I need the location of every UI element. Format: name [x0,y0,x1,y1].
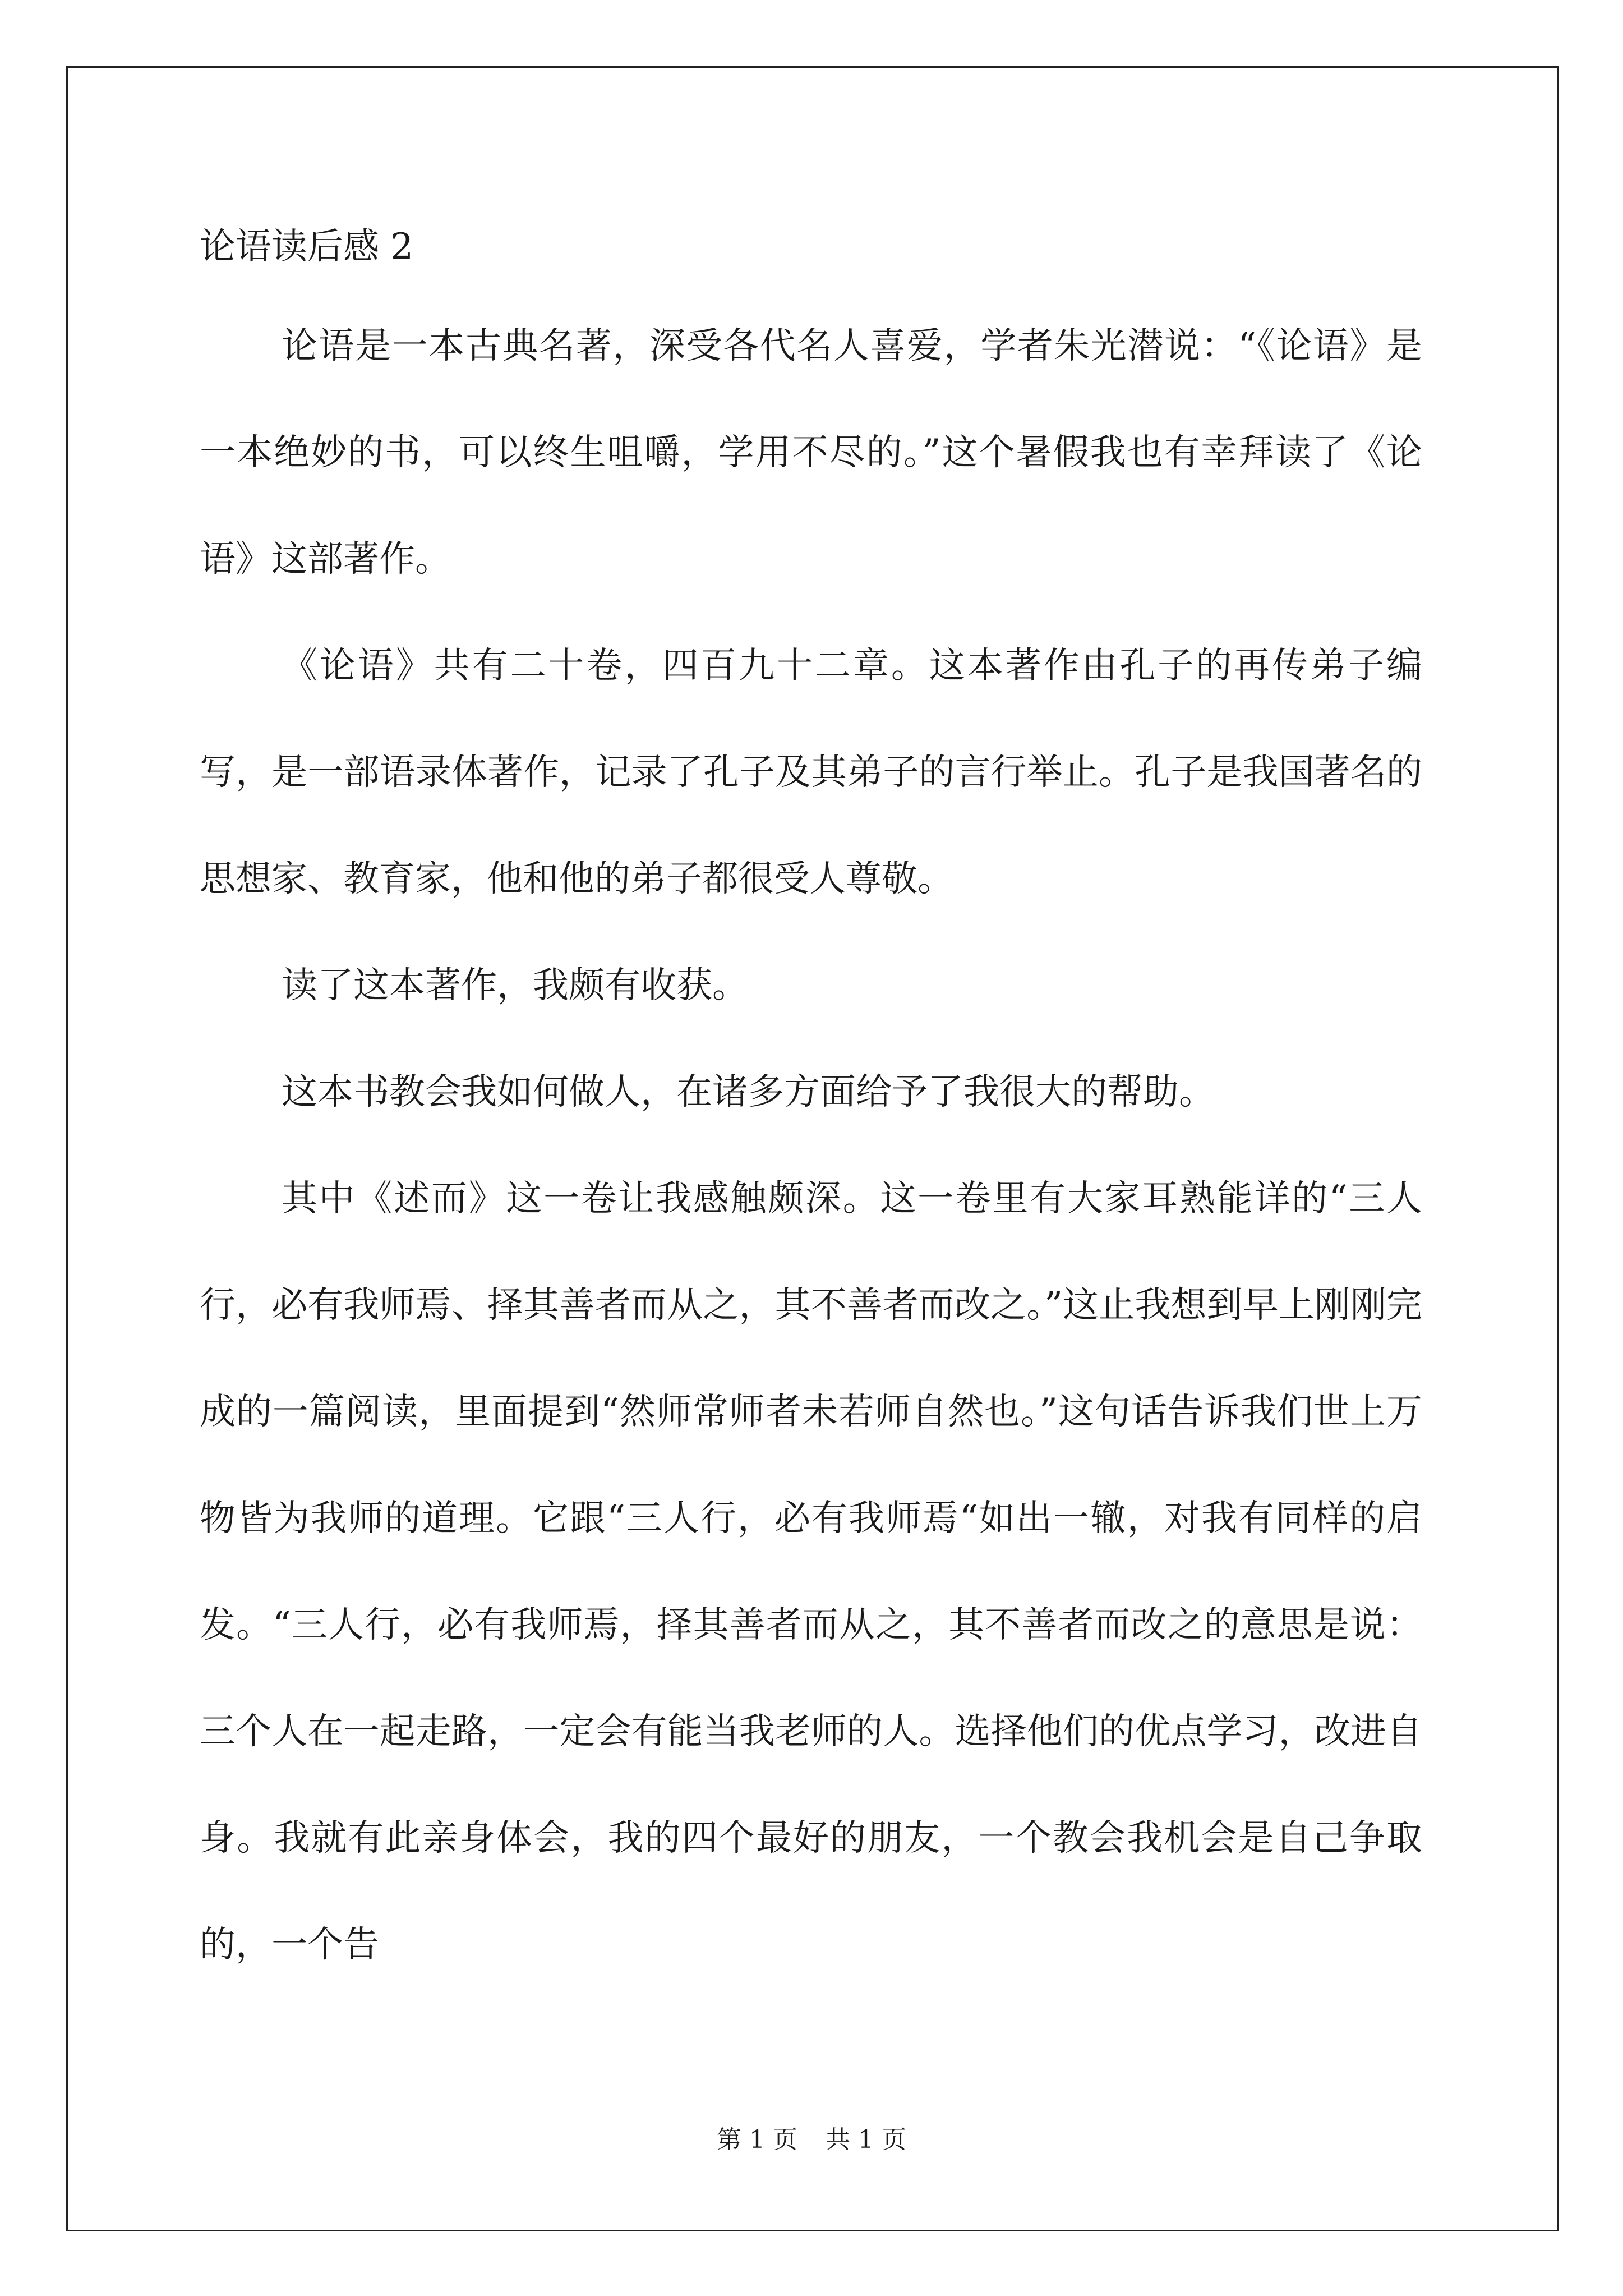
paragraph: 《论语》共有二十卷，四百九十二章。这本著作由孔子的再传弟子编写，是一部语录体著作，记录了孔子及其弟子的言行举止。孔子是我国著名的思想家、教育家，他和他的弟子都很受人尊敬。 [200,645,1422,900]
paragraph: 读了这本著作，我颇有收获。 [282,965,748,1006]
document-body [200,293,1422,1998]
paragraph: 论语是一本古典名著，深受各代名人喜爱，学者朱光潜说：“《论语》是一本绝妙的书，可以终生咀嚼，学用不尽的。”这个暑假我也有幸拜读了《论语》这部著作。 [200,325,1422,580]
document-title: 论语读后感 2 [200,226,414,268]
page-total: 共 1 页 [826,2125,906,2154]
paragraph: 这本书教会我如何做人，在诸多方面给予了我很大的帮助。 [282,1071,1215,1113]
paragraph: 其中《述而》这一卷让我感触颇深。这一卷里有大家耳熟能详的“三人行，必有我师焉、择其善者而从之，其不善者而改之。”这止我想到早上刚刚完成的一篇阅读，里面提到“然师常师者未若师自然也。”这句话告诉我们世上万物皆为我师的道理。它跟“三人行，必有我师焉“如出一辙，对我有同样的启发。“三人行，必有我师焉，择其善者而从之，其不善者而改之的意思是说：三个人在一起走路，一定会有能当我老师的人。选择他们的优点学习，改进自身。我就有此亲身体会，我的四个最好的朋友，一个教会我机会是自己争取的，一个告 [200,1178,1422,1966]
page-footer [0,2123,1623,2157]
page-number: 第 1 页 [717,2125,797,2154]
